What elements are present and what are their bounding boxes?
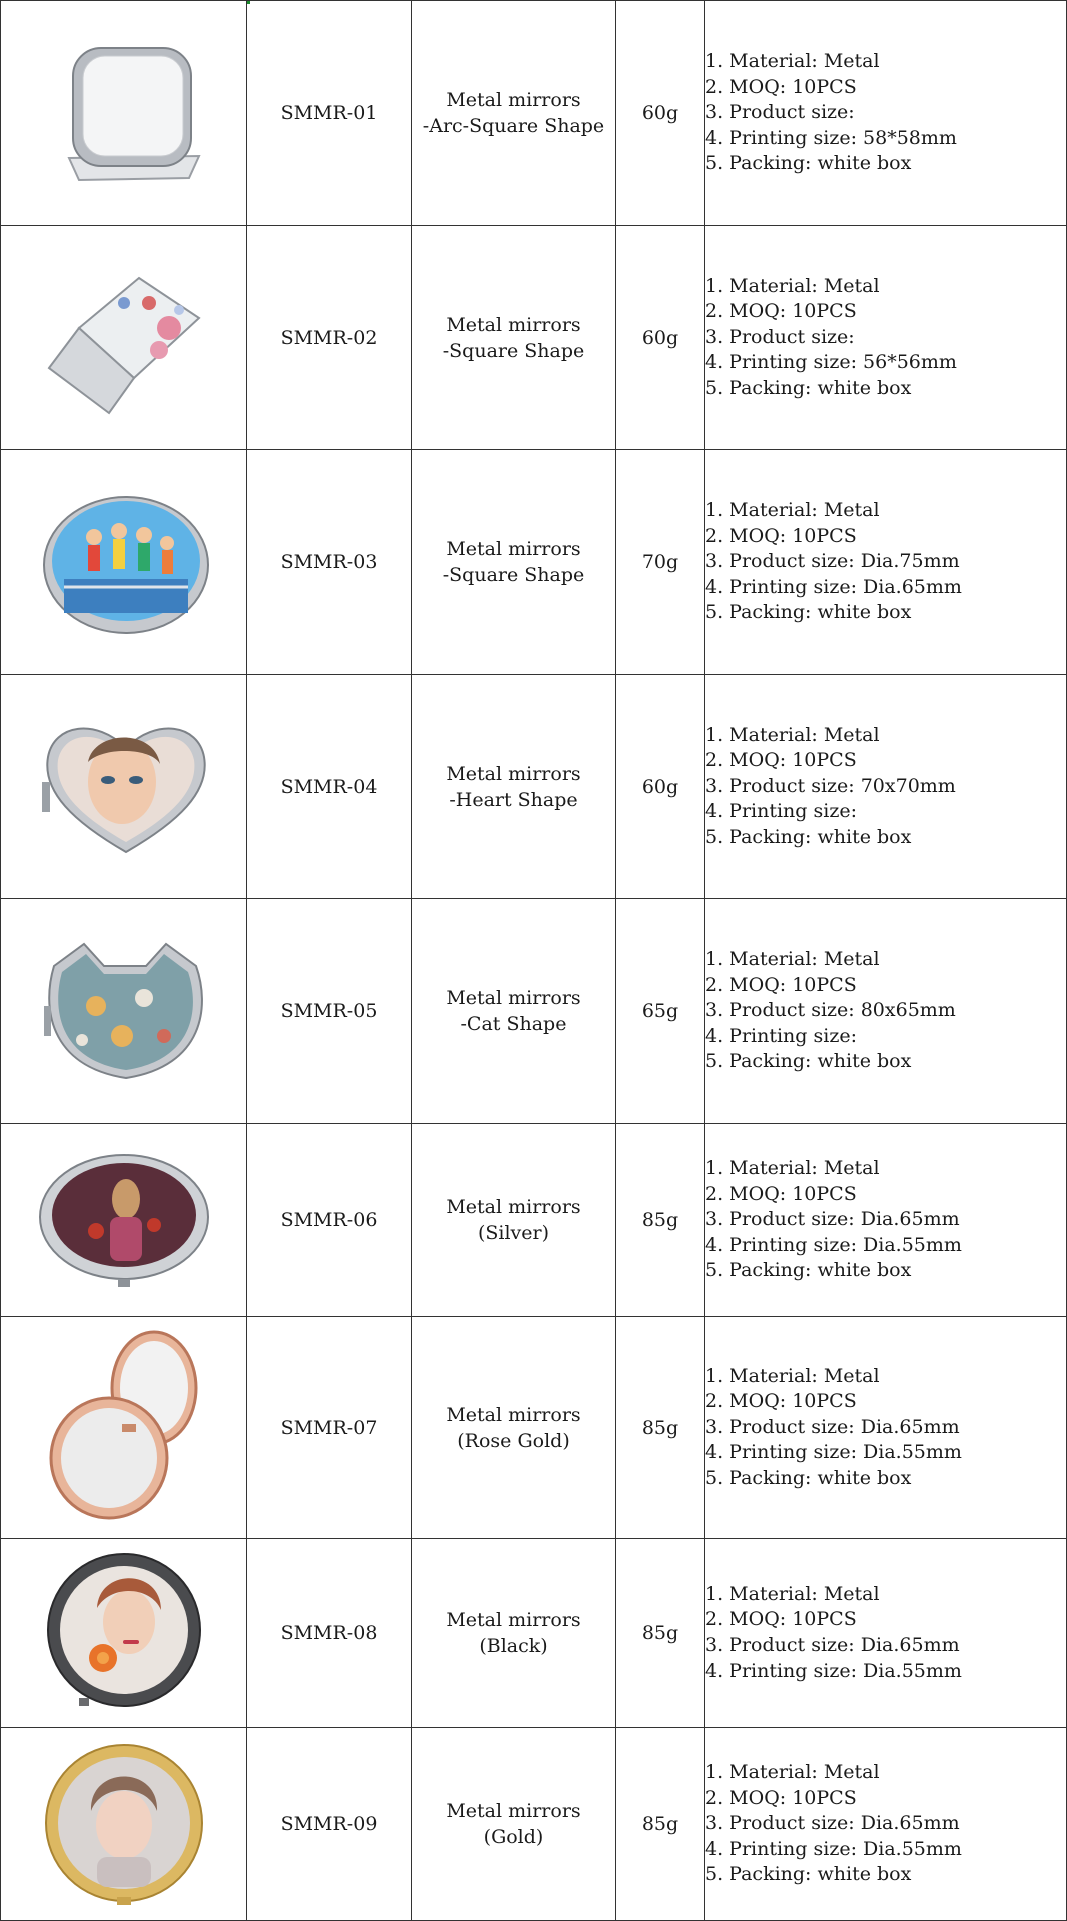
product-specs [705, 226, 1067, 450]
product-image [1, 675, 247, 898]
product-name [412, 1539, 616, 1728]
product-image [1, 1317, 247, 1538]
spec-line: 4. Printing size: Dia.55mm [705, 1837, 962, 1860]
product-code: SMMR-02 [247, 226, 412, 450]
product-image-cell [1, 1317, 247, 1539]
spec-line: 1. Material: Metal [705, 723, 880, 746]
mirror-round-photo-icon [34, 487, 214, 637]
name-line: -Heart Shape [449, 788, 578, 811]
product-name [412, 1317, 616, 1539]
product-row [1, 226, 1067, 450]
product-name [412, 675, 616, 899]
product-row [1, 1539, 1067, 1728]
product-image-cell [1, 1124, 247, 1317]
mirror-square-open-icon [39, 258, 209, 418]
product-image-cell [1, 1539, 247, 1728]
product-weight: 85g [616, 1539, 705, 1728]
product-weight: 60g [616, 226, 705, 450]
name-line: Metal mirrors [446, 987, 581, 1009]
product-specs [705, 675, 1067, 899]
spec-line: 3. Product size: 70x70mm [705, 774, 956, 797]
product-image-cell [1, 675, 247, 899]
name-line: Metal mirrors [446, 1403, 581, 1426]
product-code: SMMR-03 [247, 450, 412, 675]
product-specs [705, 1539, 1067, 1728]
product-weight: 85g [616, 1317, 705, 1539]
name-line: -Cat Shape [460, 1013, 567, 1035]
mirror-heart-icon [34, 712, 214, 862]
spec-line: 3. Product size: Dia.65mm [705, 1812, 960, 1835]
spec-line: 1. Material: Metal [705, 1582, 880, 1605]
spec-line: 3. Product size: Dia.65mm [705, 1634, 960, 1656]
product-name [412, 226, 616, 450]
spec-line: 1. Material: Metal [705, 948, 880, 971]
product-row [1, 1728, 1067, 1921]
name-line: Metal mirrors [446, 1196, 581, 1218]
spec-line: 4. Printing size: Dia.55mm [705, 1441, 962, 1464]
spec-line: 5. Packing: white box [705, 1863, 912, 1886]
product-weight: 60g [616, 1, 705, 226]
name-line: Metal mirrors [446, 538, 581, 560]
spec-line: 3. Product size: [705, 101, 855, 124]
product-row [1, 450, 1067, 675]
spec-line: 3. Product size: [705, 325, 855, 348]
product-image [1, 450, 247, 674]
spec-line: 2. MOQ: 10PCS [705, 749, 857, 772]
mirror-rose-gold-icon [34, 1328, 214, 1528]
spec-line: 4. Printing size: 58*58mm [705, 126, 957, 149]
product-specs [705, 1317, 1067, 1539]
product-specs [705, 1124, 1067, 1317]
product-image-cell [1, 450, 247, 675]
spec-line: 5. Packing: white box [705, 152, 912, 175]
product-image [1, 226, 247, 449]
spec-line: 2. MOQ: 10PCS [705, 75, 857, 98]
spec-line: 4. Printing size: [705, 800, 857, 823]
name-line: Metal mirrors [446, 89, 581, 111]
product-specs [705, 1, 1067, 226]
product-name [412, 899, 616, 1124]
spec-line: 1. Material: Metal [705, 1364, 880, 1387]
spec-line: 2. MOQ: 10PCS [705, 1608, 857, 1631]
product-name [412, 1728, 616, 1921]
product-row [1, 1124, 1067, 1317]
product-weight: 65g [616, 899, 705, 1124]
product-image-cell [1, 899, 247, 1124]
spec-line: 1. Material: Metal [705, 1761, 880, 1784]
product-code: SMMR-04 [247, 675, 412, 899]
product-name [412, 1124, 616, 1317]
mirror-black-icon [39, 1548, 209, 1718]
name-line: (Rose Gold) [457, 1429, 570, 1452]
spec-line: 1. Material: Metal [705, 499, 880, 522]
name-line: (Black) [479, 1635, 548, 1657]
product-row [1, 1317, 1067, 1539]
product-row [1, 675, 1067, 899]
name-line: (Gold) [483, 1826, 544, 1848]
name-line: (Silver) [477, 1222, 550, 1244]
product-specs [705, 899, 1067, 1124]
name-line: Metal mirrors [446, 313, 581, 336]
spec-line: 5. Packing: white box [705, 825, 912, 848]
product-weight: 85g [616, 1124, 705, 1317]
product-name [412, 450, 616, 675]
mirror-arc-square-icon [39, 38, 209, 188]
spec-line: 3. Product size: 80x65mm [705, 999, 956, 1022]
product-image-cell [1, 1, 247, 226]
product-specs [705, 1728, 1067, 1921]
mirror-oval-silver-icon [34, 1145, 214, 1295]
spec-line: 2. MOQ: 10PCS [705, 1390, 857, 1413]
product-image [1, 899, 247, 1123]
spec-line: 2. MOQ: 10PCS [705, 300, 857, 323]
name-line: Metal mirrors [446, 1800, 581, 1822]
product-code: SMMR-06 [247, 1124, 412, 1317]
spec-line: 2. MOQ: 10PCS [705, 1786, 857, 1809]
spec-line: 3. Product size: Dia.65mm [705, 1415, 960, 1438]
product-image [1, 1, 247, 225]
product-code: SMMR-01 [247, 1, 412, 226]
spec-line: 5. Packing: white box [705, 376, 912, 399]
spec-line: 1. Material: Metal [705, 50, 880, 73]
spec-line: 3. Product size: Dia.75mm [705, 550, 960, 573]
spec-line: 4. Printing size: [705, 1024, 857, 1047]
mirror-cat-icon [34, 936, 214, 1086]
product-code: SMMR-05 [247, 899, 412, 1124]
product-code: SMMR-09 [247, 1728, 412, 1921]
name-line: -Square Shape [442, 339, 585, 362]
spec-line: 5. Packing: white box [705, 1466, 912, 1489]
spec-line: 2. MOQ: 10PCS [705, 1182, 857, 1205]
spec-line: 1. Material: Metal [705, 274, 880, 297]
product-weight: 70g [616, 450, 705, 675]
name-line: Metal mirrors [446, 1609, 581, 1631]
product-weight: 85g [616, 1728, 705, 1921]
spec-line: 5. Packing: white box [705, 1050, 912, 1073]
spec-line: 5. Packing: white box [705, 601, 912, 624]
spec-line: 1. Material: Metal [705, 1157, 880, 1180]
product-image [1, 1539, 247, 1727]
product-row [1, 1, 1067, 226]
product-image-cell [1, 226, 247, 450]
spec-line: 4. Printing size: 56*56mm [705, 351, 957, 374]
spec-line: 2. MOQ: 10PCS [705, 973, 857, 996]
product-name [412, 1, 616, 226]
product-image-cell [1, 1728, 247, 1921]
product-weight: 60g [616, 675, 705, 899]
name-line: Metal mirrors [446, 762, 581, 785]
spec-line: 4. Printing size: Dia.55mm [705, 1233, 962, 1256]
product-specs [705, 450, 1067, 675]
name-line: -Arc-Square Shape [422, 115, 605, 137]
spec-line: 4. Printing size: Dia.55mm [705, 1659, 962, 1682]
product-code: SMMR-08 [247, 1539, 412, 1728]
product-image [1, 1728, 247, 1920]
product-code: SMMR-07 [247, 1317, 412, 1539]
spec-line: 2. MOQ: 10PCS [705, 524, 857, 547]
mirror-gold-icon [39, 1739, 209, 1909]
name-line: -Square Shape [442, 564, 585, 586]
product-row [1, 899, 1067, 1124]
spec-line: 3. Product size: Dia.65mm [705, 1208, 960, 1231]
spec-line: 4. Printing size: Dia.65mm [705, 575, 962, 598]
product-image [1, 1124, 247, 1316]
spec-line: 5. Packing: white box [705, 1259, 912, 1282]
